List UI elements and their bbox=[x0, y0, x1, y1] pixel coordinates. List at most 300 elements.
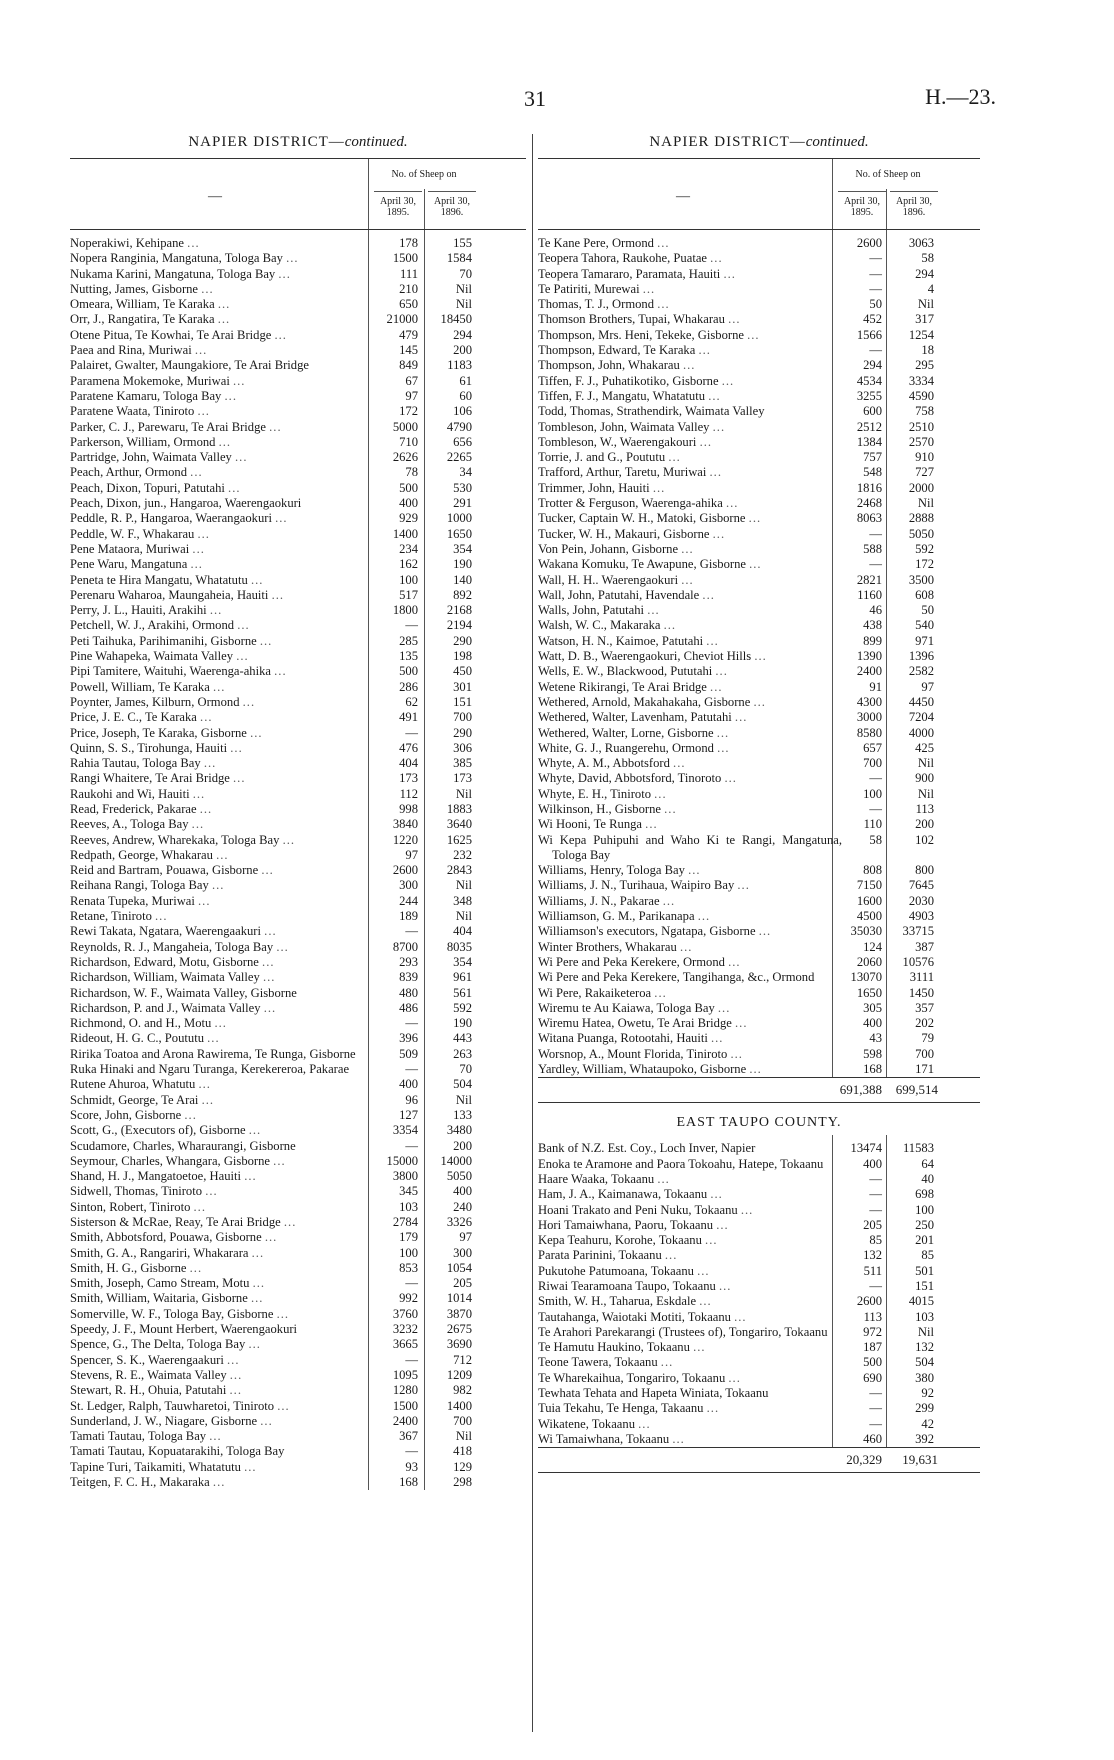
sheep-1895: 100 bbox=[863, 786, 882, 801]
owner-name: Reeves, Andrew, Wharekaka, Tologa Bay ... bbox=[70, 832, 296, 847]
owner-name: Renata Tupeka, Muriwai ... bbox=[70, 893, 211, 908]
sheep-1895: 67 bbox=[405, 373, 418, 388]
leader-dots: ... bbox=[758, 924, 772, 939]
sheep-1895: 112 bbox=[399, 786, 418, 801]
sheep-1896: 306 bbox=[453, 740, 472, 755]
sheep-1895: 1650 bbox=[856, 985, 882, 1000]
sheep-1896: 700 bbox=[915, 1046, 934, 1061]
table-row bbox=[70, 588, 526, 603]
table-row bbox=[70, 1154, 526, 1169]
table-row bbox=[70, 251, 526, 266]
sheep-1895: 972 bbox=[863, 1324, 882, 1339]
owner-name: Tapine Turi, Taikamiti, Whatatutu ... bbox=[70, 1459, 257, 1474]
sheep-1895: 3760 bbox=[392, 1306, 418, 1321]
leader-dots: ... bbox=[699, 1294, 712, 1309]
table-row bbox=[70, 817, 526, 832]
leader-dots: ... bbox=[721, 373, 735, 388]
owner-name: Smith, Abbotsford, Pouawa, Gisborne ... bbox=[70, 1230, 278, 1245]
leader-dots: ... bbox=[230, 740, 243, 755]
leader-dots: ... bbox=[673, 756, 686, 771]
sheep-1896: 1625 bbox=[446, 832, 472, 847]
owner-name: Trafford, Arthur, Taretu, Muriwai ... bbox=[538, 465, 722, 480]
sheep-1896: 727 bbox=[915, 465, 934, 480]
sheep-1896: 1254 bbox=[908, 327, 934, 342]
owner-name: Tucker, Captain W. H., Matoki, Gisborne ... bbox=[538, 511, 762, 526]
sheep-1895: 205 bbox=[863, 1217, 882, 1232]
sheep-1896: 400 bbox=[453, 1184, 472, 1199]
sheep-1896: 530 bbox=[453, 480, 472, 495]
sheep-1896: 70 bbox=[459, 266, 472, 281]
owner-name: Spence, G., The Delta, Tologa Bay ... bbox=[70, 1337, 261, 1352]
sheep-1896: 504 bbox=[453, 1077, 472, 1092]
sheep-1896: 290 bbox=[453, 725, 472, 740]
sheep-1895: 849 bbox=[399, 358, 418, 373]
sheep-1895: 486 bbox=[399, 1000, 418, 1015]
owner-name: Retane, Tiniroto ... bbox=[70, 909, 168, 924]
leader-dots: ... bbox=[201, 1092, 215, 1107]
table-row bbox=[70, 358, 526, 373]
sheep-1895: 127 bbox=[399, 1107, 418, 1122]
owner-name: Wi Tamaiwhana, Tokaanu ... bbox=[538, 1431, 685, 1446]
sheep-1896: 698 bbox=[915, 1187, 934, 1202]
owner-name: Sidwell, Thomas, Tiniroto ... bbox=[70, 1184, 218, 1199]
leader-dots: ... bbox=[209, 603, 223, 618]
table-row bbox=[538, 1016, 980, 1031]
sheep-1896: 2030 bbox=[908, 893, 934, 908]
table-row bbox=[70, 1444, 526, 1459]
sheep-1895: 400 bbox=[399, 1077, 418, 1092]
leader-dots: ... bbox=[237, 618, 250, 633]
owner-name: Score, John, Gisborne ... bbox=[70, 1107, 197, 1122]
sheep-1895: — bbox=[869, 1202, 882, 1217]
sheep-1895: — bbox=[405, 924, 418, 939]
leader-dots: ... bbox=[274, 664, 287, 679]
sheep-1896: 892 bbox=[453, 587, 472, 602]
table-row bbox=[70, 695, 526, 710]
leader-dots: ... bbox=[193, 1199, 206, 1214]
leader-dots: ... bbox=[251, 1245, 265, 1260]
table-row bbox=[538, 710, 980, 725]
sheep-1896: 60 bbox=[459, 388, 472, 403]
sheep-1895: — bbox=[869, 1401, 882, 1416]
table-row bbox=[538, 1340, 980, 1355]
sheep-1895: 113 bbox=[863, 1309, 882, 1324]
leader-dots: ... bbox=[712, 526, 726, 541]
table-row bbox=[70, 940, 526, 955]
table-row bbox=[70, 649, 526, 664]
sheep-1896: 592 bbox=[915, 541, 934, 556]
sheep-1895: 173 bbox=[399, 771, 418, 786]
sheep-1895: — bbox=[869, 1386, 882, 1401]
leader-dots: ... bbox=[224, 388, 237, 403]
sheep-1896: 64 bbox=[921, 1156, 934, 1171]
table-row bbox=[538, 986, 980, 1001]
table-row bbox=[70, 771, 526, 786]
sheep-1895: 103 bbox=[399, 1199, 418, 1214]
table-row bbox=[538, 1218, 980, 1233]
sheep-1896: 961 bbox=[453, 970, 472, 985]
owner-name: Walls, John, Patutahi ... bbox=[538, 603, 660, 618]
owner-name: Williamson, G. M., Parikanapa ... bbox=[538, 909, 711, 924]
owner-name: Scott, G., (Executors of), Gisborne ... bbox=[70, 1123, 262, 1138]
leader-dots: ... bbox=[227, 1352, 240, 1367]
leader-dots: ... bbox=[269, 419, 282, 434]
table-row bbox=[538, 251, 980, 266]
table-row bbox=[538, 511, 980, 526]
owner-name: Wilkinson, H., Gisborne ... bbox=[538, 801, 677, 816]
table-row bbox=[70, 1230, 526, 1245]
sheep-1895: 15000 bbox=[386, 1153, 418, 1168]
right-column-title: NAPIER DISTRICT—continued. bbox=[649, 134, 869, 150]
sheep-1896: 380 bbox=[915, 1370, 934, 1385]
leader-dots: ... bbox=[212, 1475, 226, 1490]
leader-dots: ... bbox=[236, 649, 249, 664]
leader-dots: ... bbox=[747, 327, 760, 342]
sheep-1896: 103 bbox=[915, 1309, 934, 1324]
owner-name: Parata Parinini, Tokaanu ... bbox=[538, 1248, 678, 1263]
table-row bbox=[538, 374, 980, 389]
owner-name: Rideout, H. G. C., Poututu ... bbox=[70, 1031, 220, 1046]
sheep-1896: 240 bbox=[453, 1199, 472, 1214]
leader-dots: ... bbox=[717, 1000, 731, 1015]
owner-name: Hori Tamaiwhana, Paoru, Tokaanu ... bbox=[538, 1217, 729, 1232]
sheep-1895: — bbox=[869, 1171, 882, 1186]
table-row bbox=[70, 986, 526, 1001]
sheep-1896: 608 bbox=[915, 587, 934, 602]
table-row bbox=[70, 496, 526, 511]
leader-dots: ... bbox=[262, 954, 275, 969]
owner-name: Tucker, W. H., Makauri, Gisborne ... bbox=[538, 526, 726, 541]
sheep-1896: 1000 bbox=[446, 511, 472, 526]
owner-name: Peddle, W. F., Whakarau ... bbox=[70, 526, 210, 541]
sheep-1896: 1054 bbox=[446, 1260, 472, 1275]
sheep-1896: 205 bbox=[453, 1276, 472, 1291]
sheep-1896: 4590 bbox=[908, 388, 934, 403]
sheep-1896: 1450 bbox=[908, 985, 934, 1000]
right-table-header bbox=[538, 158, 980, 230]
sheep-1896: 3111 bbox=[909, 970, 934, 985]
leader-dots: ... bbox=[201, 281, 214, 296]
leader-dots: ... bbox=[660, 1355, 674, 1370]
table-row bbox=[538, 649, 980, 664]
sheep-1896: 291 bbox=[453, 496, 472, 511]
leader-dots: ... bbox=[271, 587, 285, 602]
table-row bbox=[538, 664, 980, 679]
sheep-1896: Nil bbox=[455, 1092, 472, 1107]
leader-dots: ... bbox=[273, 1153, 286, 1168]
sheep-1896: Nil bbox=[455, 281, 472, 296]
owner-name: Somerville, W. F., Tologa Bay, Gisborne ... bbox=[70, 1306, 290, 1321]
sheep-1896: 201 bbox=[915, 1233, 934, 1248]
owner-name: White, G. J., Ruangerehu, Ormond ... bbox=[538, 740, 730, 755]
leader-dots: ... bbox=[192, 541, 205, 556]
sheep-1896: 200 bbox=[453, 1138, 472, 1153]
leader-dots: ... bbox=[734, 710, 748, 725]
table-row bbox=[538, 404, 980, 419]
table-row bbox=[70, 420, 526, 435]
sheep-1895: 600 bbox=[863, 404, 882, 419]
sheep-1895: 853 bbox=[399, 1260, 418, 1275]
sheep-1896: 3690 bbox=[446, 1337, 472, 1352]
sheep-1895: 500 bbox=[863, 1355, 882, 1370]
leader-dots: ... bbox=[207, 1031, 220, 1046]
sheep-1895: 452 bbox=[863, 312, 882, 327]
owner-name: Pine Wahapeka, Waimata Valley ... bbox=[70, 649, 249, 664]
sheep-1895: 2512 bbox=[856, 419, 882, 434]
leader-dots: ... bbox=[723, 266, 736, 281]
owner-name: Schmidt, George, Te Arai ... bbox=[70, 1092, 215, 1107]
leader-dots: ... bbox=[248, 1337, 261, 1352]
leader-dots: ... bbox=[200, 710, 213, 725]
sheep-1896: Nil bbox=[917, 496, 934, 511]
owner-name: Tombleson, W., Waerengakouri ... bbox=[538, 434, 713, 449]
table-row bbox=[70, 1322, 526, 1337]
owner-name: Enoka te Aramoне and Paora Tokoahu, Hatepe, Tokaanu bbox=[538, 1156, 824, 1171]
owner-name: Wetene Rikirangi, Te Arai Bridge ... bbox=[538, 679, 723, 694]
owner-name: Todd, Thomas, Strathendirk, Waimata Valley bbox=[538, 404, 765, 419]
owner-name: Noperakiwi, Kehipane ... bbox=[70, 236, 200, 250]
owner-name: Petchell, W. J., Arakihi, Ormond ... bbox=[70, 618, 250, 633]
sheep-1896: 4903 bbox=[908, 909, 934, 924]
sheep-1896: 1584 bbox=[446, 251, 472, 266]
owner-name: Raukohi and Wi, Hauiti ... bbox=[70, 786, 206, 801]
sheep-1896: 561 bbox=[453, 985, 472, 1000]
table-row bbox=[70, 802, 526, 817]
sheep-1896: 392 bbox=[915, 1431, 934, 1446]
sheep-1895: — bbox=[869, 526, 882, 541]
table-row bbox=[538, 343, 980, 358]
sheep-1896: Nil bbox=[455, 1429, 472, 1444]
leader-dots: ... bbox=[698, 343, 711, 358]
leader-dots: ... bbox=[198, 893, 211, 908]
sheep-1896: 85 bbox=[921, 1248, 934, 1263]
sheep-1895: 294 bbox=[863, 358, 882, 373]
sheep-1895: 509 bbox=[399, 1046, 418, 1061]
leader-dots: ... bbox=[672, 1431, 685, 1446]
sheep-1896: 10576 bbox=[902, 954, 934, 969]
sheep-1895: 3354 bbox=[392, 1123, 418, 1138]
sheep-1896: 700 bbox=[453, 1413, 472, 1428]
sheep-1895: 1800 bbox=[392, 603, 418, 618]
sheep-1895: 2468 bbox=[856, 496, 882, 511]
sheep-1895: 1500 bbox=[392, 251, 418, 266]
table-row bbox=[538, 787, 980, 802]
left-table-body bbox=[70, 230, 526, 1490]
owner-name: Powell, William, Te Karaka ... bbox=[70, 679, 226, 694]
owner-name: Pukutohe Patumoana, Tokaanu ... bbox=[538, 1263, 710, 1278]
leader-dots: ... bbox=[716, 725, 730, 740]
sheep-1895: — bbox=[869, 343, 882, 358]
owner-name: Parkerson, William, Ormond ... bbox=[70, 434, 232, 449]
sheep-1896: 385 bbox=[453, 756, 472, 771]
owner-name: Seymour, Charles, Whangara, Gisborne ... bbox=[70, 1153, 286, 1168]
sheep-1895: 91 bbox=[869, 679, 882, 694]
owner-name: Hoani Trakato and Peni Nuku, Tokaanu ... bbox=[538, 1202, 754, 1217]
owner-name: Palairet, Gwalter, Maungakiore, Te Arai Bridge bbox=[70, 358, 309, 373]
sheep-1895: 2400 bbox=[392, 1413, 418, 1428]
sheep-1895: 13070 bbox=[850, 970, 882, 985]
owner-name: Whyte, E. H., Tiniroto ... bbox=[538, 786, 667, 801]
sheep-1895: — bbox=[869, 281, 882, 296]
owner-name: Price, Joseph, Te Karaka, Gisborne ... bbox=[70, 725, 263, 740]
sheep-1895: 13474 bbox=[850, 1141, 882, 1156]
table-row bbox=[70, 1093, 526, 1108]
sheep-1896: 404 bbox=[453, 924, 472, 939]
table-row bbox=[70, 1307, 526, 1322]
table-row bbox=[538, 924, 980, 939]
leader-dots: ... bbox=[647, 603, 660, 618]
sheep-1895: 35030 bbox=[850, 924, 882, 939]
owner-name: Richardson, William, Waimata Valley ... bbox=[70, 970, 276, 985]
east-taupo-table-body bbox=[538, 1135, 980, 1447]
table-row bbox=[538, 1062, 980, 1077]
sheep-1895: 690 bbox=[863, 1370, 882, 1385]
owner-name: Reeves, A., Tologa Bay ... bbox=[70, 817, 205, 832]
owner-name: Sinton, Robert, Tiniroto ... bbox=[70, 1199, 206, 1214]
owner-name: Quinn, S. S., Tirohunga, Hauiti ... bbox=[70, 740, 243, 755]
owner-name: Nutting, James, Gisborne ... bbox=[70, 281, 214, 296]
table-row bbox=[538, 863, 980, 878]
table-row bbox=[538, 1172, 980, 1187]
sheep-1896: 1209 bbox=[446, 1367, 472, 1382]
sheep-1895: 998 bbox=[399, 801, 418, 816]
sheep-1896: 263 bbox=[453, 1046, 472, 1061]
leader-dots: ... bbox=[718, 1279, 732, 1293]
sheep-1896: 1883 bbox=[446, 801, 472, 816]
leader-dots: ... bbox=[286, 251, 299, 266]
sheep-1896: 301 bbox=[453, 679, 472, 694]
sheep-1895: 5000 bbox=[392, 419, 418, 434]
east-taupo-total-row bbox=[538, 1447, 980, 1473]
owner-name: Te Kane Pere, Ormond ... bbox=[538, 236, 670, 250]
sheep-1896: 100 bbox=[915, 1202, 934, 1217]
owner-name: Smith, H. G., Gisborne ... bbox=[70, 1260, 203, 1275]
sheep-1895: 1566 bbox=[856, 327, 882, 342]
sheep-1896: 171 bbox=[915, 1062, 934, 1077]
name-column-header: — bbox=[208, 189, 222, 204]
sheep-1895: 62 bbox=[405, 694, 418, 709]
sheep-1896: 656 bbox=[453, 434, 472, 449]
sheep-1896: Nil bbox=[455, 786, 472, 801]
leader-dots: ... bbox=[657, 1171, 670, 1186]
table-row bbox=[70, 1001, 526, 1016]
table-row bbox=[538, 1417, 980, 1432]
leader-dots: ... bbox=[754, 649, 767, 664]
sheep-1896: 501 bbox=[915, 1263, 934, 1278]
owner-name: Kepa Teahuru, Korohe, Tokaanu ... bbox=[538, 1233, 718, 1248]
sheep-1895: 404 bbox=[399, 756, 418, 771]
owner-name: Whyte, A. M., Abbotsford ... bbox=[538, 756, 686, 771]
table-row bbox=[538, 282, 980, 297]
table-row bbox=[538, 1157, 980, 1172]
owner-name: Tuia Tekahu, Te Henga, Takaanu ... bbox=[538, 1401, 720, 1416]
owner-name: Partridge, John, Waimata Valley ... bbox=[70, 450, 248, 465]
sheep-1896: 79 bbox=[921, 1031, 934, 1046]
table-row bbox=[70, 404, 526, 419]
sheep-1896: 425 bbox=[915, 740, 934, 755]
sheep-1895: 500 bbox=[399, 480, 418, 495]
sheep-1896: 1400 bbox=[446, 1398, 472, 1413]
sheep-1896: 2194 bbox=[446, 618, 472, 633]
sheep-1896: 97 bbox=[459, 1230, 472, 1245]
leader-dots: ... bbox=[706, 633, 719, 648]
owner-name: Rahia Tautau, Tologa Bay ... bbox=[70, 756, 217, 771]
sheep-1895: 4500 bbox=[856, 909, 882, 924]
table-row bbox=[70, 1077, 526, 1092]
total-1896: 19,631 bbox=[902, 1452, 938, 1468]
sheep-1895: 2821 bbox=[856, 572, 882, 587]
table-row bbox=[70, 297, 526, 312]
leader-dots: ... bbox=[657, 297, 670, 312]
sheep-1896: 387 bbox=[915, 939, 934, 954]
leader-dots: ... bbox=[259, 633, 273, 648]
table-row bbox=[70, 328, 526, 343]
table-row bbox=[70, 848, 526, 863]
sheep-1896: 971 bbox=[915, 633, 934, 648]
table-row bbox=[70, 1460, 526, 1475]
sheep-1895: 438 bbox=[863, 618, 882, 633]
owner-name: Paea and Rina, Muriwai ... bbox=[70, 343, 208, 358]
sheep-1896: 900 bbox=[915, 771, 934, 786]
sheep-1896: 712 bbox=[453, 1352, 472, 1367]
owner-name: Pipi Tamitere, Waituhi, Waerenga-ahika ... bbox=[70, 664, 287, 679]
owner-name: Watson, H. N., Kaimoe, Patutahi ... bbox=[538, 633, 719, 648]
name-column-header: — bbox=[676, 189, 690, 204]
sheep-1896: 1014 bbox=[446, 1291, 472, 1306]
sheep-1895: — bbox=[405, 1276, 418, 1291]
sheep-1895: 168 bbox=[863, 1062, 882, 1077]
table-row bbox=[70, 573, 526, 588]
sheep-1895: 300 bbox=[399, 878, 418, 893]
sheep-1895: 479 bbox=[399, 327, 418, 342]
sheep-1895: 97 bbox=[405, 847, 418, 862]
leader-dots: ... bbox=[155, 909, 168, 924]
owner-name: Te Arahori Parekarangi (Trustees of), Tongariro, Tokaanu bbox=[538, 1324, 828, 1339]
sheep-1895: — bbox=[869, 266, 882, 281]
table-row bbox=[70, 1353, 526, 1368]
owner-name: Te Wharekaihua, Tongariro, Tokaanu ... bbox=[538, 1370, 741, 1385]
sheep-1895: 100 bbox=[399, 572, 418, 587]
sheep-1895: 476 bbox=[399, 740, 418, 755]
sheep-1895: 145 bbox=[399, 343, 418, 358]
leader-dots: ... bbox=[248, 1123, 262, 1138]
owner-name: Peach, Dixon, Topuri, Patutahi ... bbox=[70, 480, 241, 495]
leader-dots: ... bbox=[197, 526, 210, 541]
sheep-1895: — bbox=[869, 771, 882, 786]
table-row bbox=[538, 802, 980, 817]
leader-dots: ... bbox=[753, 694, 766, 709]
owner-name: Thompson, Mrs. Heni, Tekeke, Gisborne ... bbox=[538, 327, 760, 342]
sheep-1895: 46 bbox=[869, 603, 882, 618]
owner-name: Rutene Ahuroa, Whatutu ... bbox=[70, 1077, 211, 1092]
sheep-1895: 132 bbox=[863, 1248, 882, 1263]
leader-dots: ... bbox=[283, 1215, 297, 1229]
owner-name: Smith, William, Waitaria, Gisborne ... bbox=[70, 1291, 264, 1306]
leader-dots: ... bbox=[728, 312, 741, 327]
sheep-1896: 200 bbox=[915, 817, 934, 832]
april-1896-header: April 30, 1896. bbox=[890, 191, 938, 218]
table-row bbox=[70, 1429, 526, 1444]
sheep-1896: 151 bbox=[915, 1279, 934, 1293]
owner-name: Wiremu Hatea, Owetu, Te Arai Bridge ... bbox=[538, 1016, 748, 1031]
leader-dots: ... bbox=[657, 236, 670, 250]
sheep-1895: 992 bbox=[399, 1291, 418, 1306]
sheep-1895: 305 bbox=[863, 1000, 882, 1015]
table-row bbox=[538, 588, 980, 603]
sheep-1895: 111 bbox=[400, 266, 418, 281]
leader-dots: ... bbox=[724, 771, 737, 786]
table-row bbox=[538, 1187, 980, 1202]
